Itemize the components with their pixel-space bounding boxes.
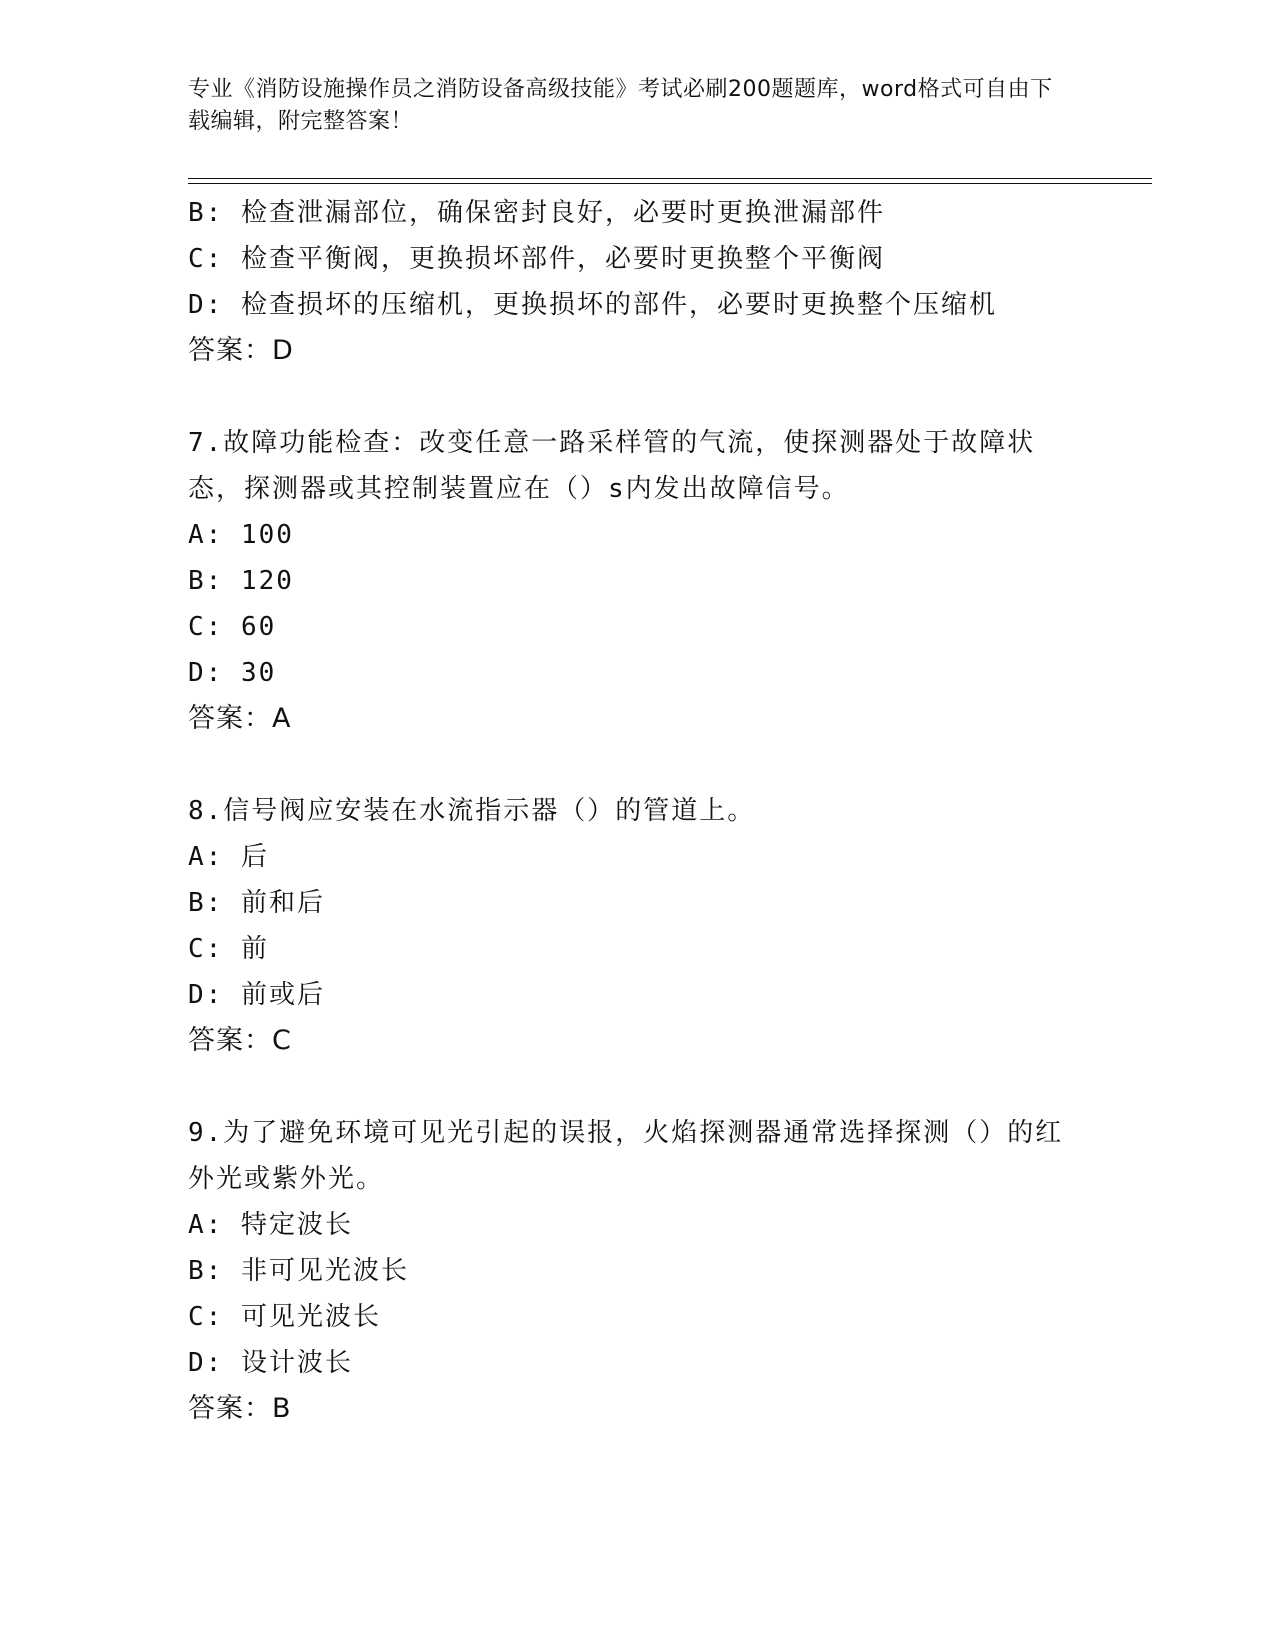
option-a: A: 100: [188, 520, 294, 550]
answer-line: 答案：A: [188, 703, 292, 734]
option-c: C: 可见光波长: [188, 1302, 381, 1332]
answer-line: 答案：D: [188, 335, 294, 366]
question-list: [188, 190, 1068, 1478]
option-c: C: 60: [188, 612, 277, 642]
header-divider-bottom: [188, 183, 1152, 184]
question-text: 8.信号阀应安装在水流指示器（）的管道上。: [188, 796, 756, 826]
answer-line: 答案：B: [188, 1393, 292, 1424]
option-b: B: 前和后: [188, 888, 325, 918]
option-a: A: 后: [188, 842, 269, 872]
option-d: D: 检查损坏的压缩机，更换损坏的部件，必要时更换整个压缩机: [188, 290, 997, 320]
option-d: D: 30: [188, 658, 277, 688]
question-block-9: [188, 1110, 1068, 1432]
option-d: D: 前或后: [188, 980, 325, 1010]
option-d: D: 设计波长: [188, 1348, 353, 1378]
question-text: 9.为了避免环境可见光引起的误报，火焰探测器通常选择探测（）的红外光或紫外光。: [188, 1118, 1064, 1194]
option-a: A: 特定波长: [188, 1210, 353, 1240]
option-b: B: 检查泄漏部位，确保密封良好，必要时更换泄漏部件: [188, 198, 885, 228]
option-c: C: 检查平衡阀，更换损坏部件，必要时更换整个平衡阀: [188, 244, 885, 274]
document-header: 专业《消防设施操作员之消防设备高级技能》考试必刷200题题库，word格式可自由下载编辑，附完整答案！: [188, 77, 1053, 134]
question-block-8: [188, 788, 1068, 1064]
question-block-7: [188, 420, 1068, 742]
answer-line: 答案：C: [188, 1025, 292, 1056]
option-c: C: 前: [188, 934, 269, 964]
option-b: B: 120: [188, 566, 294, 596]
question-text: 7.故障功能检查：改变任意一路采样管的气流，使探测器处于故障状态，探测器或其控制装置应在（）s内发出故障信号。: [188, 428, 1036, 504]
option-b: B: 非可见光波长: [188, 1256, 409, 1286]
question-block-6: [188, 190, 1068, 374]
header-divider-top: [188, 178, 1152, 179]
